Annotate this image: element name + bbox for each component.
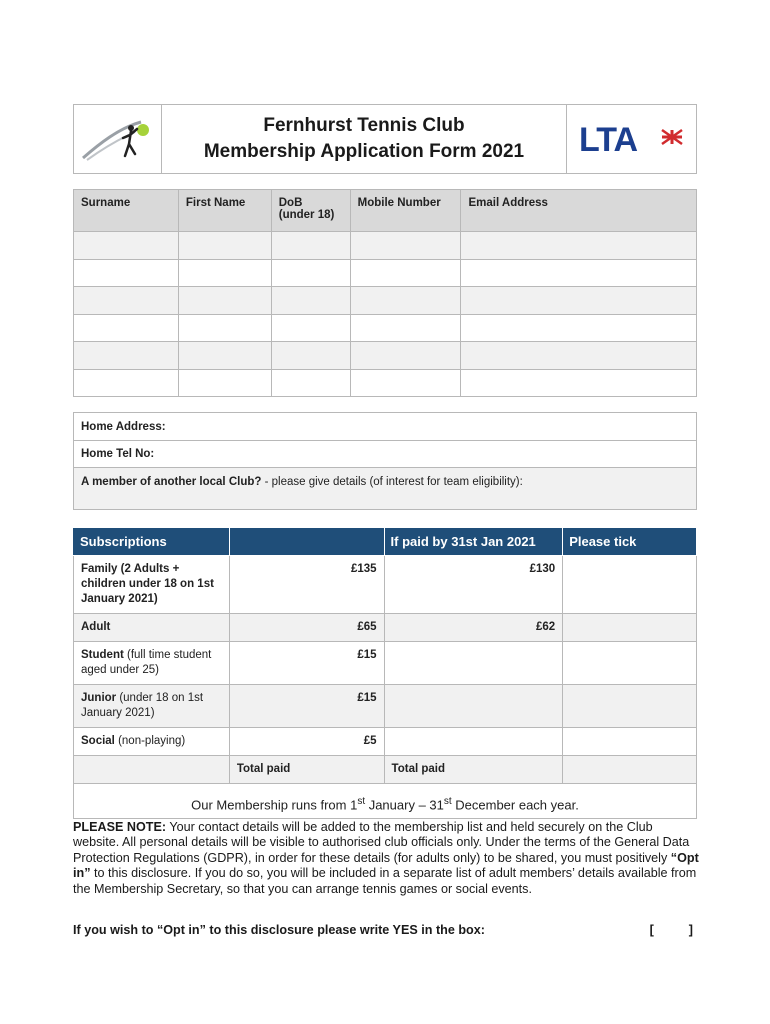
dob-cell[interactable] <box>271 342 350 370</box>
mobile-cell[interactable] <box>350 314 461 342</box>
surname-cell[interactable] <box>74 259 179 287</box>
table-row <box>74 314 697 342</box>
table-row <box>74 232 697 260</box>
email-cell[interactable] <box>461 287 697 315</box>
note-part3: December each year. <box>451 797 579 813</box>
subscription-type <box>74 642 230 685</box>
notice-optin: “Opt in” <box>73 850 699 881</box>
total-paid-early-field[interactable] <box>384 756 563 784</box>
members-table <box>73 189 697 397</box>
mobile-cell[interactable] <box>350 232 461 260</box>
subs-col-price <box>229 528 384 556</box>
club-name: Fernhurst Tennis Club <box>263 115 465 136</box>
subscription-early-price: £130 <box>384 556 563 614</box>
table-row <box>74 369 697 397</box>
email-cell[interactable] <box>461 342 697 370</box>
subscription-row-adult <box>74 614 697 642</box>
membership-period-row <box>74 784 697 819</box>
subscription-early-price <box>384 642 563 685</box>
note-sup1: st <box>357 796 366 807</box>
subscription-type-bold: Family (2 Adults + children under 18 on 1st January 2021) <box>81 563 214 605</box>
column-header-dob <box>271 190 350 232</box>
email-cell[interactable] <box>461 369 697 397</box>
tennis-player-icon <box>79 114 157 164</box>
members-table-header <box>74 190 697 232</box>
gdpr-notice <box>73 820 699 897</box>
other-club-label: A member of another local Club? <box>81 476 262 488</box>
form-header <box>73 104 697 174</box>
surname-cell[interactable] <box>74 314 179 342</box>
note-part2: January – 31 <box>365 797 444 813</box>
subs-col-title: Subscriptions <box>74 528 230 556</box>
column-header-mobile <box>350 190 461 232</box>
subscription-price: £5 <box>229 728 384 756</box>
subscription-type-bold: Adult <box>81 621 111 633</box>
mobile-cell[interactable] <box>350 259 461 287</box>
email-cell[interactable] <box>461 314 697 342</box>
subscription-type-bold: Social <box>81 735 115 747</box>
subscription-early-price <box>384 728 563 756</box>
email-cell[interactable] <box>461 232 697 260</box>
form-title <box>162 105 567 173</box>
subscription-price: £65 <box>229 614 384 642</box>
first-name-cell[interactable] <box>178 287 271 315</box>
subscription-type-bold: Junior <box>81 692 117 704</box>
dob-cell[interactable] <box>271 287 350 315</box>
optin-line <box>73 923 693 937</box>
table-row <box>74 259 697 287</box>
surname-cell[interactable] <box>74 342 179 370</box>
dob-cell[interactable] <box>271 232 350 260</box>
first-name-cell[interactable] <box>178 232 271 260</box>
col-mobile: Mobile Number <box>357 197 441 209</box>
subscription-type-bold: Student <box>81 649 124 661</box>
subscription-type <box>74 728 230 756</box>
col-first-name: First Name <box>185 197 246 209</box>
lta-logo-text: LTA <box>578 122 637 156</box>
lta-logo-icon <box>579 122 685 156</box>
first-name-cell[interactable] <box>178 342 271 370</box>
subscriptions-header <box>74 528 697 556</box>
address-section <box>73 412 697 510</box>
total-paid-row <box>74 756 697 784</box>
home-address-field[interactable] <box>74 413 697 441</box>
column-header-first-name <box>178 190 271 232</box>
notice-body-1: Your contact details will be added to the membership list and held securely on the Club website. All personal details will be visible to authorised club officials only. Under the terms of the General Data Protection Regulations (GDPR), in order for these details (for adults only) to be shared, you must positively <box>73 820 690 865</box>
subscription-row-student <box>74 642 697 685</box>
subscription-type <box>74 556 230 614</box>
note-sup2: st <box>443 796 452 807</box>
lta-logo <box>567 105 696 173</box>
subscription-early-price: £62 <box>384 614 563 642</box>
tick-box[interactable] <box>563 642 697 685</box>
club-logo <box>74 105 162 173</box>
subscription-type-detail: (under 18 on 1st January 2021) <box>81 692 204 719</box>
subscription-row-junior <box>74 685 697 728</box>
surname-cell[interactable] <box>74 232 179 260</box>
notice-body-2: to this disclosure. If you do so, you will be included in a separate list of adult members’ details available from the Membership Secretary, so that you can arrange tennis games or social events. <box>73 866 697 896</box>
subscription-type <box>74 685 230 728</box>
subscription-price: £15 <box>229 642 384 685</box>
first-name-cell[interactable] <box>178 314 271 342</box>
notice-lead: PLEASE NOTE: <box>73 820 167 834</box>
column-header-surname <box>74 190 179 232</box>
subscription-type <box>74 614 230 642</box>
mobile-cell[interactable] <box>350 342 461 370</box>
col-email: Email Address <box>468 197 548 209</box>
form-name: Membership Application Form 2021 <box>203 141 525 162</box>
total-paid-early-label: Total paid <box>391 763 445 775</box>
subs-col-tick: Please tick <box>563 528 697 556</box>
membership-period-note <box>74 784 697 819</box>
subscriptions-table <box>73 527 697 819</box>
first-name-cell[interactable] <box>178 259 271 287</box>
total-tick-cell <box>563 756 697 784</box>
subscription-price: £15 <box>229 685 384 728</box>
subs-col-early: If paid by 31st Jan 2021 <box>384 528 563 556</box>
optin-box[interactable]: [ ] <box>649 923 693 937</box>
table-row <box>74 287 697 315</box>
total-paid-label: Total paid <box>236 763 291 775</box>
surname-cell[interactable] <box>74 369 179 397</box>
home-tel-label: Home Tel No: <box>81 448 155 460</box>
subscription-row-family <box>74 556 697 614</box>
tick-box[interactable] <box>563 556 697 614</box>
other-club-hint: - please give details (of interest for team eligibility): <box>261 476 523 488</box>
surname-cell[interactable] <box>74 287 179 315</box>
col-surname: Surname <box>81 197 131 209</box>
subscription-type-detail: (non-playing) <box>114 735 186 747</box>
total-paid-field[interactable] <box>229 756 384 784</box>
note-part1: Our Membership runs from 1 <box>191 797 358 813</box>
tick-box[interactable] <box>563 728 697 756</box>
subscription-type-detail: (full time student aged under 25) <box>81 649 212 676</box>
dob-cell[interactable] <box>271 259 350 287</box>
tick-box[interactable] <box>563 685 697 728</box>
mobile-cell[interactable] <box>350 369 461 397</box>
email-cell[interactable] <box>461 259 697 287</box>
home-address-label: Home Address: <box>81 420 166 433</box>
home-tel-field[interactable] <box>74 441 697 468</box>
subscription-early-price <box>384 685 563 728</box>
other-club-field[interactable] <box>74 468 697 510</box>
column-header-email <box>461 190 697 232</box>
mobile-cell[interactable] <box>350 287 461 315</box>
first-name-cell[interactable] <box>178 369 271 397</box>
table-row <box>74 342 697 370</box>
subscription-row-social <box>74 728 697 756</box>
dob-cell[interactable] <box>271 314 350 342</box>
dob-cell[interactable] <box>271 369 350 397</box>
optin-text: If you wish to “Opt in” to this disclosure please write YES in the box: <box>73 923 485 937</box>
col-dob: DoB (under 18) <box>278 197 335 221</box>
subscription-price: £135 <box>229 556 384 614</box>
total-empty-cell <box>74 756 230 784</box>
tick-box[interactable] <box>563 614 697 642</box>
